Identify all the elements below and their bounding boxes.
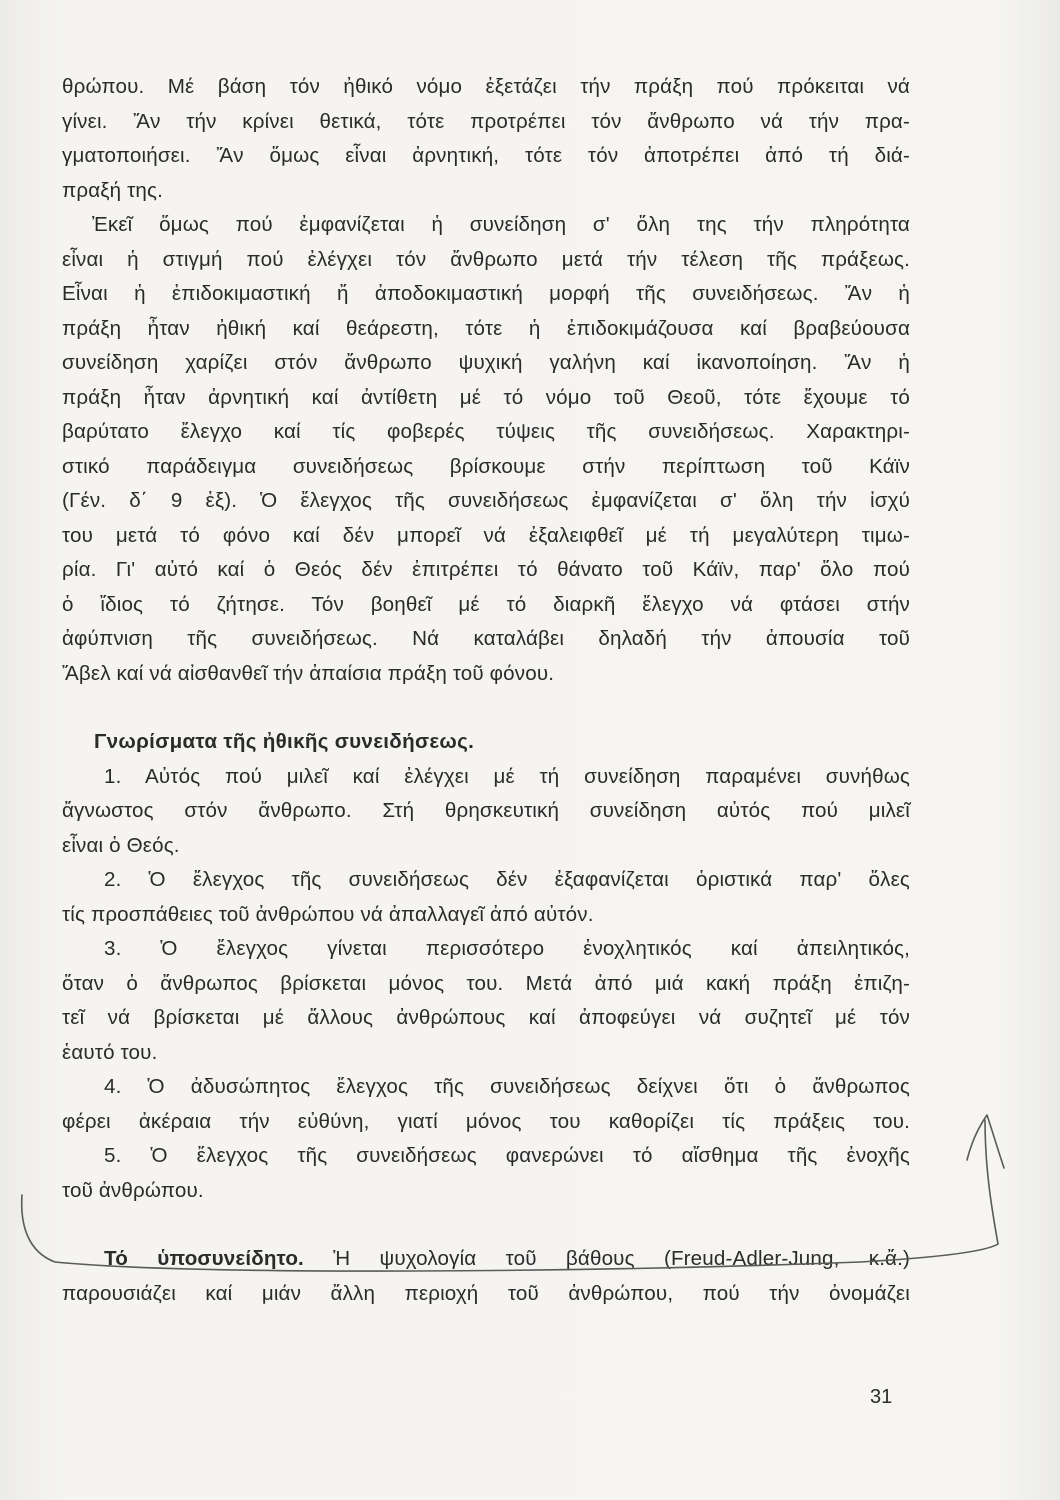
features-list bbox=[62, 760, 910, 1209]
list-item bbox=[62, 1139, 910, 1208]
text-line bbox=[62, 1242, 910, 1277]
text-segment: Ἡ ψυχολογία τοῦ βάθους (Freud-Adler-Jung, κ.ἄ.) bbox=[303, 1247, 910, 1270]
list-item bbox=[62, 760, 910, 864]
subconscious-term: Τό ὑποσυνείδητο. bbox=[104, 1247, 304, 1270]
list-item bbox=[62, 932, 910, 1070]
text-line: θρώπου. Μέ βάση τόν ἠθικό νόμο ἐξετάζει τήν πράξη πού πρόκειται νά bbox=[62, 75, 910, 98]
text-line: βαρύτατο ἔλεγχο καί τίς φοβερές τύψεις τῆς συνειδήσεως. Χαρακτηρι- bbox=[62, 420, 910, 443]
paragraph-continued bbox=[62, 70, 910, 208]
arrow-shaft bbox=[985, 1120, 998, 1244]
text-line: τοῦ ἀνθρώπου. bbox=[62, 1178, 204, 1202]
text-line: γίνει. Ἄν τήν κρίνει θετικά, τότε προτρέπει τόν ἄνθρωπο νά τήν πρα- bbox=[62, 109, 910, 133]
list-item bbox=[62, 863, 910, 932]
text-line: πραξή της. bbox=[62, 178, 163, 202]
text-line: (Γέν. δ΄ 9 ἑξ). Ὁ ἔλεγχος τῆς συνειδήσεως ἐμφανίζεται σ' ὅλη τήν ἰσχύ bbox=[62, 489, 910, 512]
text-line: 2. Ὁ ἔλεγχος τῆς συνειδήσεως δέν ἐξαφανίζεται ὁριστικά παρ' ὅλες bbox=[104, 868, 910, 891]
text-line: πράξη ἦταν ἠθική καί θεάρεστη, τότε ἡ ἐπιδοκιμάζουσα καί βραβεύουσα bbox=[62, 316, 910, 340]
text-line: Εἶναι ἡ ἐπιδοκιμαστική ἤ ἀποδοκιμαστική μορφή τῆς συνειδήσεως. Ἄν ἡ bbox=[62, 282, 910, 305]
text-line: εἶναι ἡ στιγμή πού ἐλέγχει τόν ἄνθρωπο μετά τήν τέλεση τῆς πράξεως. bbox=[62, 247, 910, 271]
text-line: ἑαυτό του. bbox=[62, 1040, 158, 1064]
paragraph-subconscious bbox=[62, 1242, 910, 1311]
text-line: εἶναι ὁ Θεός. bbox=[62, 833, 180, 857]
text-line: ρία. Γι' αὐτό καί ὁ Θεός δέν ἐπιτρέπει τό θάνατο τοῦ Κάϊν, παρ' ὅλο πού bbox=[62, 558, 910, 581]
text-line: ὁ ἴδιος τό ζήτησε. Τόν βοηθεῖ μέ τό διαρκῆ ἔλεγχο νά φτάσει στήν bbox=[62, 592, 910, 616]
text-line: 5. Ὁ ἔλεγχος τῆς συνειδήσεως φανερώνει τό αἴσθημα τῆς ἐνοχῆς bbox=[104, 1144, 910, 1167]
text-line: παρουσιάζει καί μιάν ἄλλη περιοχή τοῦ ἀνθρώπου, πού τήν ὀνομάζει bbox=[62, 1281, 910, 1305]
text-line: τίς προσπάθειες τοῦ ἀνθρώπου νά ἀπαλλαγεῖ ἀπό αὐτόν. bbox=[62, 902, 594, 926]
text-line: Ἄβελ καί νά αἰσθανθεῖ τήν ἀπαίσια πράξη τοῦ φόνου. bbox=[62, 661, 555, 685]
list-item bbox=[62, 1070, 910, 1139]
page-text bbox=[62, 70, 910, 1311]
text-line: ἀφύπνιση τῆς συνειδήσεως. Νά καταλάβει δηλαδή τήν ἀπουσία τοῦ bbox=[62, 627, 910, 650]
text-line: στικό παράδειγμα συνειδήσεως βρίσκουμε στήν περίπτωση τοῦ Κάϊν bbox=[62, 454, 910, 478]
text-line: τεῖ νά βρίσκεται μέ ἄλλους ἀνθρώπους καί ἀποφεύγει νά συζητεῖ μέ τόν bbox=[62, 1006, 910, 1029]
text-line: 3. Ὁ ἔλεγχος γίνεται περισσότερο ἐνοχλητικός καί ἀπειλητικός, bbox=[104, 937, 910, 960]
text-line: γματοποιήσει. Ἄν ὅμως εἶναι ἀρνητική, τότε τόν ἀποτρέπει ἀπό τή διά- bbox=[62, 144, 910, 167]
text-line: 1. Αὐτός πού μιλεῖ καί ἐλέγχει μέ τή συνείδηση παραμένει συνήθως bbox=[104, 764, 910, 788]
page-number: 31 bbox=[870, 1386, 893, 1408]
text-line: ὅταν ὁ ἄνθρωπος βρίσκεται μόνος του. Μετά ἀπό μιά κακή πράξη ἐπιζη- bbox=[62, 971, 910, 995]
text-line: του μετά τό φόνο καί δέν μπορεῖ νά ἐξαλειφθεῖ μέ τή μεγαλύτερη τιμω- bbox=[62, 523, 910, 547]
text-line: συνείδηση χαρίζει στόν ἄνθρωπο ψυχική γαλήνη καί ἱκανοποίηση. Ἄν ἡ bbox=[62, 351, 910, 374]
text-line: φέρει ἀκέραια τήν εὐθύνη, γιατί μόνος του καθορίζει τίς πράξεις του. bbox=[62, 1109, 910, 1133]
text-line: 4. Ὁ ἀδυσώπητος ἔλεγχος τῆς συνειδήσεως δείχνει ὅτι ὁ ἄνθρωπος bbox=[104, 1075, 910, 1098]
paragraph-conscience-control bbox=[62, 208, 910, 691]
text-line: ἄγνωστος στόν ἄνθρωπο. Στή θρησκευτική συνείδηση αὐτός πού μιλεῖ bbox=[62, 799, 910, 822]
text-line: Ἐκεῖ ὅμως πού ἐμφανίζεται ἡ συνείδηση σ' ὅλη της τήν πληρότητα bbox=[92, 213, 910, 236]
arrow-head bbox=[967, 1115, 1004, 1168]
text-line: πράξη ἦταν ἀρνητική καί ἀντίθετη μέ τό νόμο τοῦ Θεοῦ, τότε ἔχουμε τό bbox=[62, 385, 910, 409]
section-heading: Γνωρίσματα τῆς ἠθικῆς συνειδήσεως. bbox=[94, 730, 475, 753]
